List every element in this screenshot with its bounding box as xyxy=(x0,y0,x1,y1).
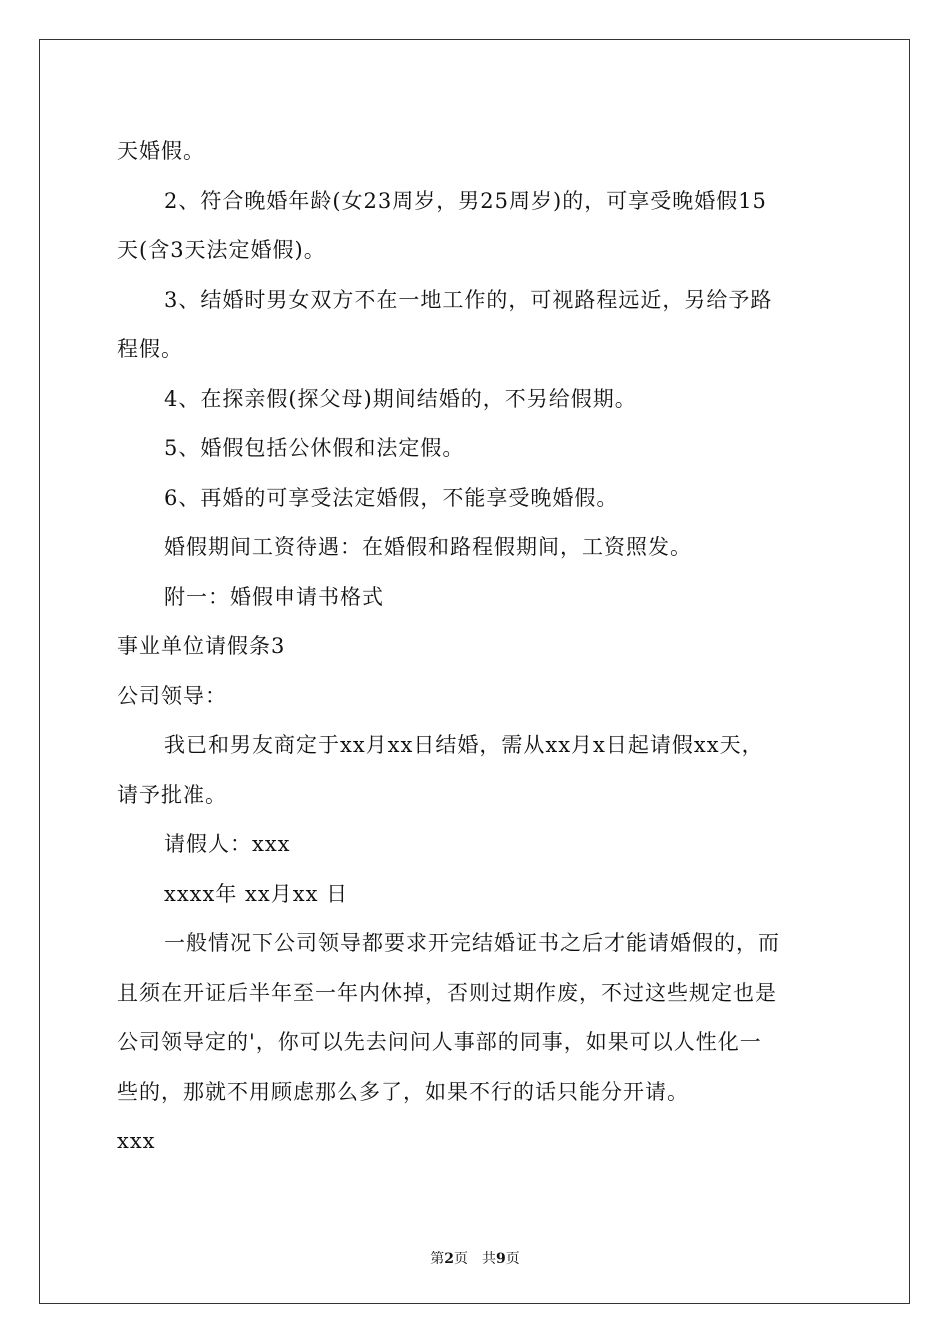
total-label-prefix: 共 xyxy=(482,1251,496,1267)
text-line: 5、婚假包括公休假和法定假。 xyxy=(164,436,465,460)
text-line: 一般情况下公司领导都要求开完结婚证书之后才能请婚假的，而 xyxy=(164,931,780,955)
text-line: 附一：婚假申请书格式 xyxy=(164,584,384,609)
text-line: 请予批准。 xyxy=(117,782,227,807)
text-line: 程假。 xyxy=(117,337,183,361)
text-line: 且须在开证后半年至一年内休掉，否则过期作废，不过这些规定也是 xyxy=(117,980,777,1005)
page-footer xyxy=(0,1248,950,1268)
text-line: 些的，那就不用顾虑那么多了，如果不行的话只能分开请。 xyxy=(117,1079,689,1104)
text-line: 我已和男友商定于xx月xx日结婚，需从xx月x日起请假xx天， xyxy=(164,733,764,757)
text-line: 3、结婚时男女双方不在一地工作的，可视路程远近，另给予路 xyxy=(164,287,773,312)
text-line: 6、再婚的可享受法定婚假，不能享受晚婚假。 xyxy=(164,485,619,510)
text-line: xxx xyxy=(117,1129,156,1153)
text-line: 公司领导定的'，你可以先去问问人事部的同事，如果可以人性化一 xyxy=(117,1030,762,1054)
text-line: 天(含3天法定婚假)。 xyxy=(117,238,326,262)
page-label-suffix: 页 xyxy=(454,1251,468,1267)
text-line: 公司领导： xyxy=(117,683,227,708)
document-body xyxy=(117,127,837,1167)
current-page-number: 2 xyxy=(444,1251,454,1267)
text-line: 4、在探亲假(探父母)期间结婚的，不另给假期。 xyxy=(164,386,637,411)
text-line: 婚假期间工资待遇：在婚假和路程假期间，工资照发。 xyxy=(164,535,692,559)
page-label-prefix: 第 xyxy=(430,1251,445,1267)
text-line: xxxx年 xx月xx 日 xyxy=(164,881,349,906)
text-line: 请假人：xxx xyxy=(164,832,291,856)
total-label-suffix: 页 xyxy=(505,1251,520,1267)
text-line: 天婚假。 xyxy=(117,139,205,163)
total-page-number: 9 xyxy=(496,1251,506,1267)
text-line: 事业单位请假条3 xyxy=(117,634,286,658)
text-line: 2、符合晚婚年龄(女23周岁，男25周岁)的，可享受晚婚假15 xyxy=(164,188,767,213)
